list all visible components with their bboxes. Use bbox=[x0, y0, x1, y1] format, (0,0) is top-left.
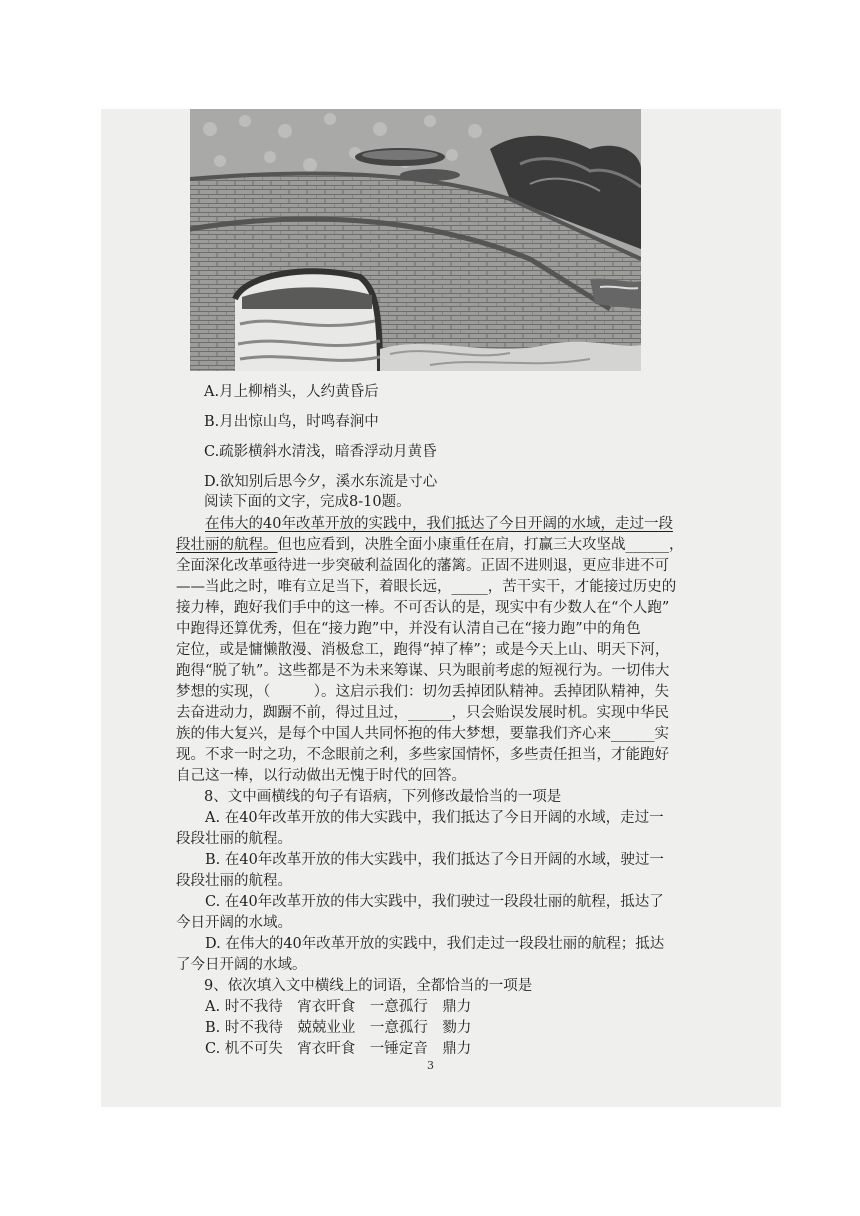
q9-option-b: B. 时不我待 兢兢业业 一意孤行 勠力 bbox=[205, 1020, 472, 1036]
bridge-illustration bbox=[190, 109, 641, 371]
passage-line-11: 族的伟大复兴，是每个中国人共同怀抱的伟大梦想，要靠我们齐心来______实 bbox=[176, 726, 669, 742]
passage-line-4: ——当此之时，唯有立足当下，着眼长远，_____，苦干实干，才能接过历史的 bbox=[176, 579, 677, 595]
q8-option-d: D. 在伟大的40年改革开放的实践中，我们走过一段段壮丽的航程；抵达 bbox=[205, 936, 665, 952]
q9-option-a: A. 时不我待 宵衣旰食 一意孤行 鼎力 bbox=[205, 999, 472, 1015]
q9-option-c: C. 机不可失 宵衣旰食 一锤定音 鼎力 bbox=[205, 1041, 472, 1057]
passage-line-6: 中跑得还算优秀，但在“接力跑”中，并没有认清自己在“接力跑”中的角色 bbox=[176, 621, 641, 637]
q8-option-b-cont: 段段壮丽的航程。 bbox=[176, 873, 292, 889]
passage-line-10: 去奋进动力，踟蹰不前，得过且过，______，只会贻误发展时机。实现中华民 bbox=[176, 705, 669, 721]
passage-line-8: 跑得“脱了轨”。这些都是不为未来筹谋、只为眼前考虑的短视行为。一切伟大 bbox=[176, 663, 670, 679]
passage-line-3: 全面深化改革亟待进一步突破利益固化的藩篱。正固不进则退，更应非进不可 bbox=[176, 558, 669, 574]
q8-stem: 8、文中画横线的句子有语病，下列修改最恰当的一项是 bbox=[204, 789, 562, 805]
q8-option-c-cont: 今日开阔的水域。 bbox=[176, 915, 292, 931]
page-number: 3 bbox=[427, 1059, 434, 1072]
reading-intro: 阅读下面的文字，完成8-10题。 bbox=[204, 494, 411, 510]
q8-option-d-cont: 了今日开阔的水域。 bbox=[176, 957, 307, 973]
passage-line-9: 梦想的实现，（ ）。这启示我们：切勿丢掉团队精神。丢掉团队精神，失 bbox=[176, 684, 669, 700]
passage-line-12: 现。不求一时之功，不念眼前之利，多些家国情怀，多些责任担当，才能跑好 bbox=[176, 747, 669, 763]
q8-option-a: A. 在40年改革开放的伟大实践中，我们抵达了今日开阔的水域，走过一 bbox=[205, 810, 664, 826]
passage-underlined-end: 段壮丽的航程。 bbox=[176, 537, 278, 553]
q8-option-a-cont: 段段壮丽的航程。 bbox=[176, 831, 292, 847]
passage-line-2 bbox=[176, 535, 684, 556]
passage-line-2-rest: 但也应看到，决胜全面小康重任在肩，打赢三大攻坚战______， bbox=[277, 537, 684, 553]
passage-line-13: 自己这一棒，以行动做出无愧于时代的回答。 bbox=[176, 768, 466, 784]
q7-option-c: C.疏影横斜水清浅，暗香浮动月黄昏 bbox=[204, 444, 437, 460]
q7-option-d: D.欲知别后思今夕，溪水东流是寸心 bbox=[204, 474, 438, 490]
passage-underlined-sentence: 在伟大的40年改革开放的实践中，我们抵达了今日开阔的水域，走过一段 bbox=[205, 516, 673, 532]
q8-option-c: C. 在40年改革开放的伟大实践中，我们驶过一段段壮丽的航程，抵达了 bbox=[205, 894, 664, 910]
q7-option-a: A.月上柳梢头，人约黄昏后 bbox=[204, 384, 379, 400]
q7-option-b: B.月出惊山鸟，时鸣春涧中 bbox=[204, 414, 379, 430]
passage-line-7: 定位，或是慵懒散漫、消极怠工，跑得“掉了棒”；或是今天上山、明天下河， bbox=[176, 642, 670, 658]
q8-option-b: B. 在40年改革开放的伟大实践中，我们抵达了今日开阔的水域，驶过一 bbox=[205, 852, 664, 868]
q9-stem: 9、依次填入文中横线上的词语，全都恰当的一项是 bbox=[204, 978, 533, 994]
exam-page bbox=[101, 109, 781, 1107]
passage-line-5: 接力棒，跑好我们手中的这一棒。不可否认的是，现实中有少数人在“个人跑” bbox=[176, 600, 670, 616]
